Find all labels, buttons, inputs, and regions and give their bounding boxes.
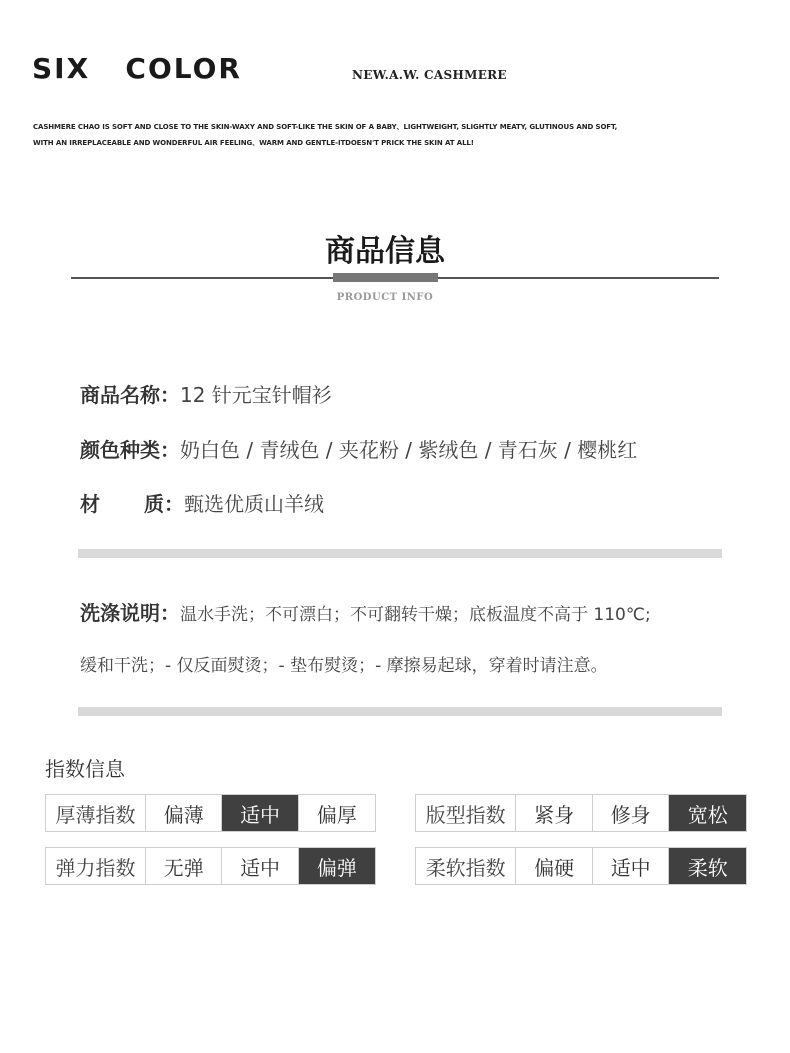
title-accent-bar	[333, 273, 438, 282]
section-title: 商品信息	[325, 234, 445, 269]
index-name: 弹力指数	[46, 848, 146, 884]
color-row	[80, 434, 637, 463]
wash-instructions-row	[80, 597, 651, 626]
color-label: 颜色种类：	[80, 438, 180, 462]
index-option: 紧身	[516, 795, 593, 831]
description-line-2: WITH AN IRREPLACEABLE AND WONDERFUL AIR FEELING、WARM AND GENTLE-ITDOESN'T PRICK THE SKIN AT ALL!	[33, 139, 474, 147]
wash-label: 洗涤说明：	[80, 601, 180, 625]
index-heading: 指数信息	[45, 757, 125, 781]
index-option: 偏薄	[146, 795, 222, 831]
wash-line-1: 温水手洗；不可漂白；不可翻转干燥；底板温度不高于 110℃;	[180, 605, 651, 625]
index-option: 宽松	[669, 795, 746, 831]
description-line-1: CASHMERE CHAO IS SOFT AND CLOSE TO THE SKIN-WAXY AND SOFT-LIKE THE SKIN OF A BABY、LIGHTWEIGHT, SLIGHTLY MEATY, GLUTINOUS AND SOFT,	[33, 123, 618, 131]
material-row	[80, 488, 324, 517]
divider-bar	[78, 549, 722, 558]
index-option: 偏厚	[316, 802, 357, 827]
index-option: 适中	[222, 795, 298, 831]
index-name: 柔软指数	[416, 848, 516, 884]
index-option: 偏弹	[299, 848, 375, 884]
index-name: 厚薄指数	[46, 795, 146, 831]
index-option: 无弹	[146, 848, 222, 884]
index-name: 版型指数	[416, 795, 516, 831]
elasticity-index-table	[45, 847, 376, 885]
product-name-value: 12 针元宝针帽衫	[180, 383, 332, 407]
index-option: 适中	[222, 848, 298, 884]
color-value: 奶白色 / 青绒色 / 夹花粉 / 紫绒色 / 青石灰 / 樱桃红	[180, 438, 638, 462]
wash-line-2: 缓和干洗；- 仅反面熨烫；- 垫布熨烫；- 摩擦易起球，穿着时请注意。	[80, 656, 608, 676]
index-option: 适中	[593, 848, 670, 884]
index-option: 修身	[593, 795, 670, 831]
index-option: 柔软	[669, 848, 746, 884]
product-name-row	[80, 379, 332, 408]
index-option: 偏硬	[516, 848, 593, 884]
fit-index-table	[415, 794, 747, 832]
section-subtitle: PRODUCT INFO	[336, 292, 434, 303]
thickness-index-table	[45, 794, 376, 832]
brand-logo-text: SIX COLOR	[32, 52, 242, 85]
softness-index-table	[415, 847, 747, 885]
divider-bar	[78, 707, 722, 716]
brand-subtitle: NEW.A.W. CASHMERE	[352, 68, 507, 82]
material-label-part-1: 材	[80, 492, 100, 516]
material-value: 甄选优质山羊绒	[184, 492, 324, 516]
material-label-part-2: 质：	[144, 492, 184, 516]
product-name-label: 商品名称：	[80, 383, 180, 407]
